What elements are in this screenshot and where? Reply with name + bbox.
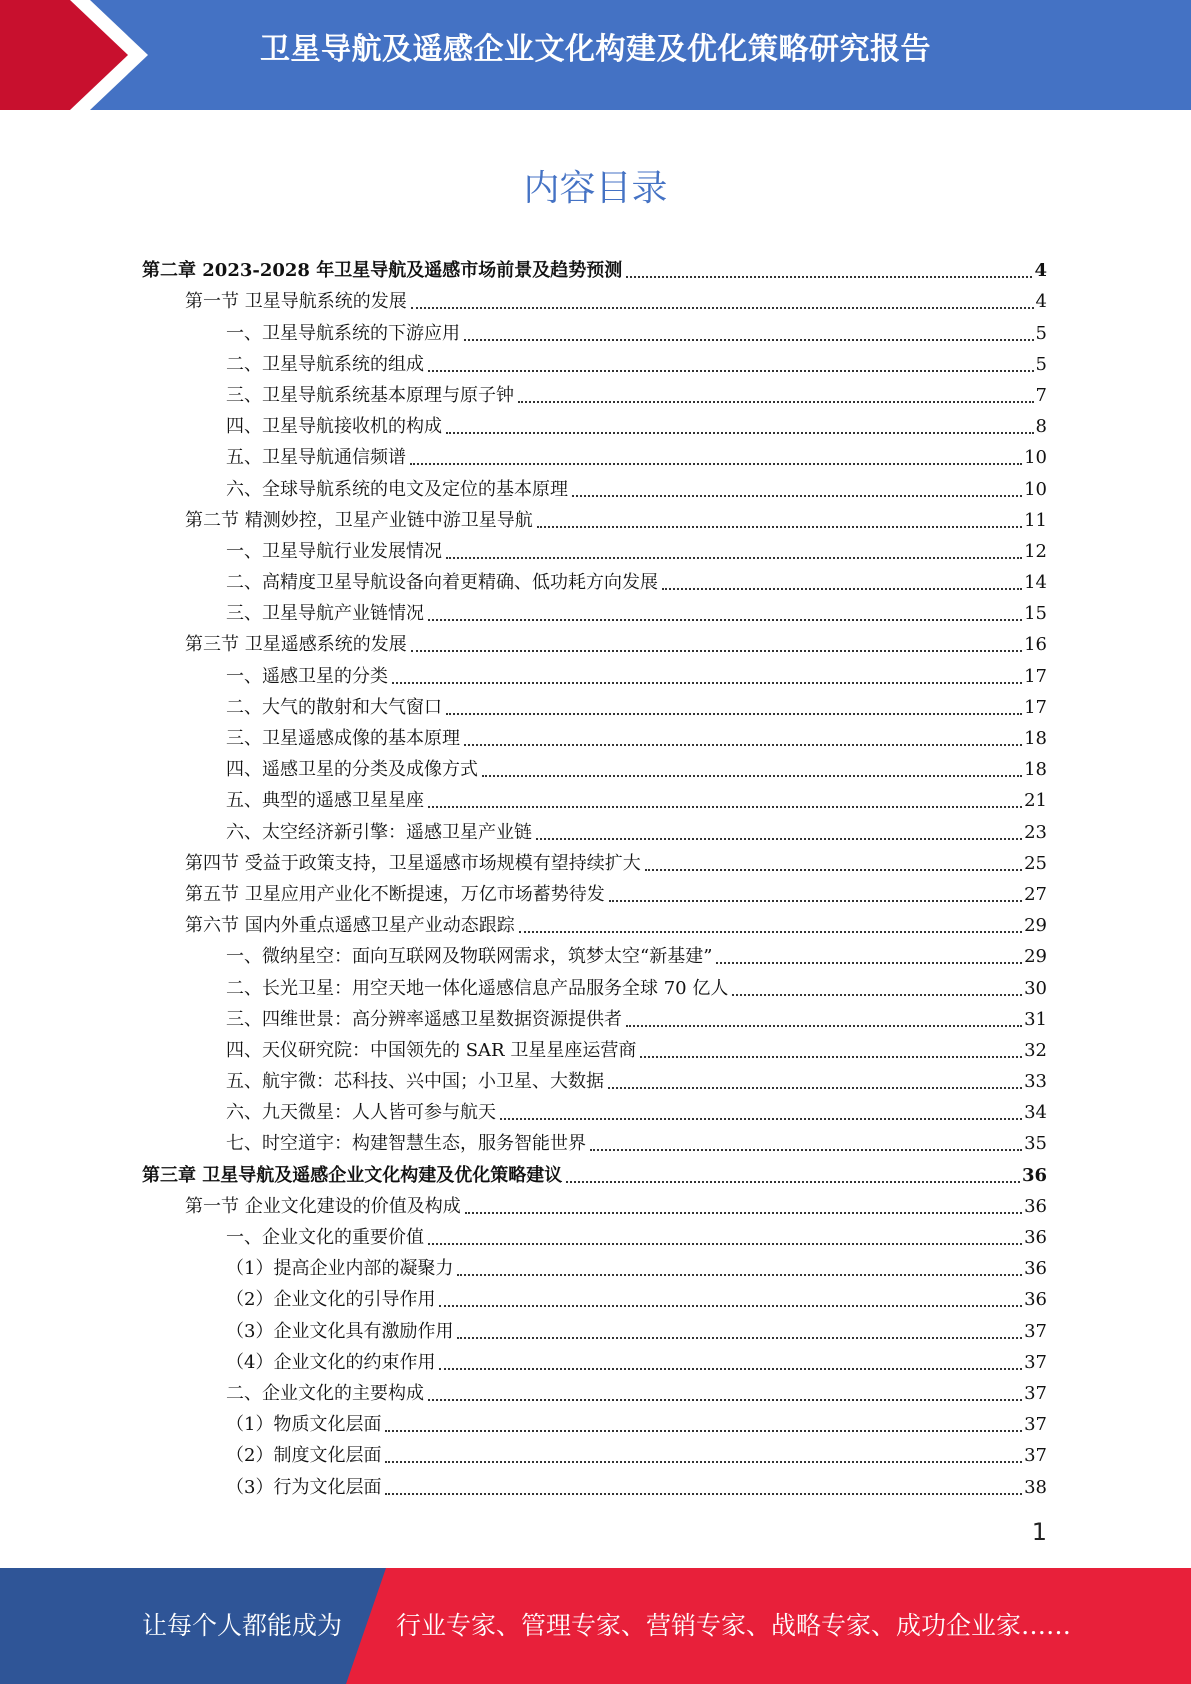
toc-entry[interactable] bbox=[142, 285, 1047, 316]
toc-entry[interactable] bbox=[142, 441, 1047, 472]
toc-entry[interactable] bbox=[142, 1190, 1047, 1221]
footer-slogan-left: 让每个人都能成为 bbox=[142, 1611, 343, 1640]
toc-entry-page: 8 bbox=[1035, 416, 1047, 438]
toc-entry-page: 17 bbox=[1024, 665, 1047, 687]
toc-entry-title: 第三章 卫星导航及遥感企业文化构建及优化策略建议 bbox=[142, 1164, 563, 1186]
toc-entry-title: 第一节 企业文化建设的价值及构成 bbox=[185, 1195, 461, 1217]
toc-entry[interactable] bbox=[142, 472, 1047, 503]
dot-leader bbox=[446, 557, 1022, 559]
toc-entry-page: 29 bbox=[1024, 915, 1047, 937]
toc-entry-page: 21 bbox=[1024, 790, 1047, 812]
toc-entry[interactable] bbox=[142, 535, 1047, 566]
dot-leader bbox=[716, 962, 1022, 964]
toc-entry-page: 36 bbox=[1024, 1258, 1047, 1280]
toc-entry[interactable] bbox=[142, 597, 1047, 628]
page-number: 1 bbox=[1031, 1518, 1047, 1546]
toc-entry-title: 一、卫星导航行业发展情况 bbox=[226, 540, 442, 562]
toc-entry-title: 第二节 精测妙控，卫星产业链中游卫星导航 bbox=[185, 509, 533, 531]
header-banner bbox=[0, 0, 1191, 110]
toc-entry-title: 第四节 受益于政策支持，卫星遥感市场规模有望持续扩大 bbox=[185, 852, 641, 874]
toc-entry[interactable] bbox=[142, 1252, 1047, 1283]
toc-entry-page: 27 bbox=[1024, 883, 1047, 905]
toc-entry-title: 六、全球导航系统的电文及定位的基本原理 bbox=[226, 478, 568, 500]
toc-heading: 内容目录 bbox=[523, 168, 668, 209]
dot-leader bbox=[626, 276, 1032, 278]
toc-entry-page: 38 bbox=[1024, 1476, 1047, 1498]
toc-entry[interactable] bbox=[142, 691, 1047, 722]
toc-entry-page: 23 bbox=[1024, 821, 1047, 843]
toc-entry[interactable] bbox=[142, 1034, 1047, 1065]
toc-entry[interactable] bbox=[142, 971, 1047, 1002]
toc-entry-title: 二、卫星导航系统的组成 bbox=[226, 353, 424, 375]
toc-entry-page: 34 bbox=[1024, 1102, 1047, 1124]
toc-entry-page: 29 bbox=[1024, 946, 1047, 968]
toc-entry[interactable] bbox=[142, 1127, 1047, 1158]
toc-entry[interactable] bbox=[142, 878, 1047, 909]
dot-leader bbox=[428, 619, 1022, 621]
dot-leader bbox=[428, 806, 1022, 808]
toc-entry[interactable] bbox=[142, 1283, 1047, 1314]
toc-entry[interactable] bbox=[142, 722, 1047, 753]
dot-leader bbox=[446, 432, 1034, 434]
toc-entry-page: 36 bbox=[1024, 1227, 1047, 1248]
toc-entry-page: 4 bbox=[1035, 291, 1047, 313]
toc-entry-page: 7 bbox=[1035, 384, 1047, 406]
toc-entry-page: 16 bbox=[1024, 634, 1047, 656]
toc-entry[interactable] bbox=[142, 659, 1047, 690]
toc-entry-page: 36 bbox=[1024, 1195, 1047, 1217]
toc-entry-page: 37 bbox=[1024, 1414, 1047, 1436]
toc-entry-title: 七、时空道宇：构建智慧生态，服务智能世界 bbox=[226, 1133, 586, 1155]
toc-entry-title: 三、四维世景：高分辨率遥感卫星数据资源提供者 bbox=[226, 1008, 622, 1030]
toc-entry[interactable] bbox=[142, 379, 1047, 410]
dot-leader bbox=[411, 307, 1034, 309]
toc-entry[interactable] bbox=[142, 628, 1047, 659]
dot-leader bbox=[465, 1212, 1022, 1214]
dot-leader bbox=[536, 838, 1022, 840]
toc-entry-title: 第三节 卫星遥感系统的发展 bbox=[185, 634, 407, 656]
toc-entry[interactable] bbox=[142, 1470, 1047, 1501]
toc-entry-page: 18 bbox=[1024, 728, 1047, 749]
toc-entry[interactable] bbox=[142, 1314, 1047, 1345]
toc-entry-title: （1）提高企业内部的凝聚力 bbox=[226, 1258, 454, 1280]
toc-entry-page: 33 bbox=[1024, 1071, 1047, 1093]
toc-entry-page: 37 bbox=[1024, 1445, 1047, 1467]
toc-entry-title: 第二章 2023-2028 年卫星导航及遥感市场前景及趋势预测 bbox=[142, 260, 623, 282]
dot-leader bbox=[428, 370, 1034, 372]
toc-entry-title: 四、遥感卫星的分类及成像方式 bbox=[226, 759, 478, 781]
toc-entry[interactable] bbox=[142, 1003, 1047, 1034]
dot-leader bbox=[446, 713, 1022, 715]
toc-entry-title: 五、航宇微：芯科技、兴中国；小卫星、大数据 bbox=[226, 1071, 604, 1093]
toc-entry-title: 六、九天微星：人人皆可参与航天 bbox=[226, 1102, 496, 1124]
toc-entry-page: 15 bbox=[1024, 603, 1047, 625]
dot-leader bbox=[457, 1274, 1022, 1276]
dot-leader bbox=[662, 588, 1022, 590]
toc-entry[interactable] bbox=[142, 1065, 1047, 1096]
dot-leader bbox=[500, 1118, 1022, 1120]
toc-entry[interactable] bbox=[142, 909, 1047, 940]
dot-leader bbox=[410, 463, 1022, 465]
dot-leader bbox=[566, 1181, 1020, 1183]
toc-entry-title: （4）企业文化的约束作用 bbox=[226, 1351, 436, 1373]
chevron-arrow-decoration bbox=[0, 0, 160, 110]
dot-leader bbox=[482, 775, 1022, 777]
dot-leader bbox=[428, 1243, 1022, 1245]
toc-entry[interactable] bbox=[142, 1221, 1047, 1252]
toc-entry[interactable] bbox=[142, 815, 1047, 846]
dot-leader bbox=[518, 401, 1034, 403]
dot-leader bbox=[392, 682, 1022, 684]
dot-leader bbox=[590, 1149, 1022, 1151]
toc-entry[interactable] bbox=[142, 348, 1047, 379]
dot-leader bbox=[464, 744, 1022, 746]
toc-entry-page: 5 bbox=[1035, 322, 1047, 344]
toc-entry[interactable] bbox=[142, 847, 1047, 878]
toc-entry-page: 37 bbox=[1024, 1351, 1047, 1373]
dot-leader bbox=[439, 1368, 1022, 1370]
toc-entry-title: （3）企业文化具有激励作用 bbox=[226, 1320, 454, 1342]
toc-entry[interactable] bbox=[142, 316, 1047, 347]
toc-entry-page: 17 bbox=[1024, 696, 1047, 718]
toc-entry-page: 10 bbox=[1024, 447, 1047, 469]
report-title: 卫星导航及遥感企业文化构建及优化策略研究报告 bbox=[260, 32, 931, 67]
toc-entry[interactable] bbox=[142, 1439, 1047, 1470]
toc-entry-title: 六、太空经济新引擎：遥感卫星产业链 bbox=[226, 821, 532, 843]
dot-leader bbox=[439, 1305, 1022, 1307]
toc-entry[interactable] bbox=[142, 1096, 1047, 1127]
dot-leader bbox=[645, 869, 1022, 871]
toc-entry-page: 25 bbox=[1024, 852, 1047, 874]
toc-entry-title: （2）企业文化的引导作用 bbox=[226, 1289, 436, 1311]
toc-entry[interactable] bbox=[142, 410, 1047, 441]
toc-entry-title: （1）物质文化层面 bbox=[226, 1414, 382, 1436]
toc-entry-page: 14 bbox=[1024, 572, 1047, 594]
toc-entry[interactable] bbox=[142, 1346, 1047, 1377]
toc-entry-title: 一、企业文化的重要价值 bbox=[226, 1227, 424, 1248]
toc-entry-page: 10 bbox=[1024, 478, 1047, 500]
toc-entry-page: 11 bbox=[1024, 509, 1047, 531]
footer-slogan-right: 行业专家、管理专家、营销专家、战略专家、成功企业家…… bbox=[396, 1611, 1072, 1640]
toc-entry-page: 4 bbox=[1034, 260, 1047, 282]
toc-entry-page: 12 bbox=[1024, 540, 1047, 562]
toc-entry-page: 5 bbox=[1035, 353, 1047, 375]
dot-leader bbox=[519, 931, 1022, 933]
toc-entry[interactable] bbox=[142, 940, 1047, 971]
table-of-contents bbox=[142, 254, 1047, 1502]
toc-entry[interactable] bbox=[142, 504, 1047, 535]
dot-leader bbox=[537, 526, 1022, 528]
toc-entry-page: 37 bbox=[1024, 1382, 1047, 1404]
dot-leader bbox=[385, 1430, 1022, 1432]
toc-entry-page: 36 bbox=[1024, 1289, 1047, 1311]
toc-entry-title: （2）制度文化层面 bbox=[226, 1445, 382, 1467]
dot-leader bbox=[385, 1461, 1022, 1463]
toc-entry-page: 31 bbox=[1024, 1008, 1047, 1030]
toc-entry-title: 五、卫星导航通信频谱 bbox=[226, 447, 406, 469]
toc-entry-title: 二、高精度卫星导航设备向着更精确、低功耗方向发展 bbox=[226, 572, 658, 594]
toc-entry-title: 一、微纳星空：面向互联网及物联网需求，筑梦太空“新基建” bbox=[226, 946, 713, 968]
toc-entry-title: 三、卫星导航系统基本原理与原子钟 bbox=[226, 384, 514, 406]
toc-entry-title: 三、卫星导航产业链情况 bbox=[226, 603, 424, 625]
toc-entry[interactable] bbox=[142, 254, 1047, 285]
dot-leader bbox=[609, 900, 1022, 902]
toc-entry-title: 二、长光卫星：用空天地一体化遥感信息产品服务全球 70 亿人 bbox=[226, 977, 729, 999]
toc-entry-title: 五、典型的遥感卫星星座 bbox=[226, 790, 424, 812]
dot-leader bbox=[732, 994, 1022, 996]
toc-entry-page: 30 bbox=[1024, 977, 1047, 999]
toc-entry[interactable] bbox=[142, 1408, 1047, 1439]
dot-leader bbox=[626, 1025, 1022, 1027]
toc-entry-title: 一、遥感卫星的分类 bbox=[226, 665, 388, 687]
dot-leader bbox=[411, 650, 1022, 652]
toc-entry-title: 三、卫星遥感成像的基本原理 bbox=[226, 728, 460, 749]
toc-entry[interactable] bbox=[142, 1158, 1047, 1189]
toc-entry-title: 第六节 国内外重点遥感卫星产业动态跟踪 bbox=[185, 915, 515, 937]
footer-banner bbox=[0, 1568, 1191, 1684]
toc-entry[interactable] bbox=[142, 1377, 1047, 1408]
toc-entry-page: 32 bbox=[1024, 1039, 1047, 1061]
dot-leader bbox=[457, 1337, 1022, 1339]
toc-entry-title: 二、企业文化的主要构成 bbox=[226, 1382, 424, 1404]
dot-leader bbox=[640, 1056, 1022, 1058]
dot-leader bbox=[385, 1493, 1022, 1495]
toc-entry-title: 一、卫星导航系统的下游应用 bbox=[226, 322, 460, 344]
toc-entry-title: 第一节 卫星导航系统的发展 bbox=[185, 291, 407, 313]
toc-entry-page: 18 bbox=[1024, 759, 1047, 781]
toc-entry[interactable] bbox=[142, 566, 1047, 597]
dot-leader bbox=[608, 1087, 1022, 1089]
toc-entry-title: 四、卫星导航接收机的构成 bbox=[226, 416, 442, 438]
toc-entry[interactable] bbox=[142, 753, 1047, 784]
toc-entry-title: （3）行为文化层面 bbox=[226, 1476, 382, 1498]
toc-entry-page: 35 bbox=[1024, 1133, 1047, 1155]
toc-entry-page: 36 bbox=[1021, 1164, 1047, 1186]
toc-entry-title: 二、大气的散射和大气窗口 bbox=[226, 696, 442, 718]
toc-entry-title: 第五节 卫星应用产业化不断提速，万亿市场蓄势待发 bbox=[185, 883, 605, 905]
dot-leader bbox=[464, 339, 1034, 341]
toc-entry-title: 四、天仪研究院：中国领先的 SAR 卫星星座运营商 bbox=[226, 1039, 637, 1061]
dot-leader bbox=[572, 495, 1022, 497]
toc-entry[interactable] bbox=[142, 784, 1047, 815]
toc-entry-page: 37 bbox=[1024, 1320, 1047, 1342]
dot-leader bbox=[428, 1399, 1022, 1401]
